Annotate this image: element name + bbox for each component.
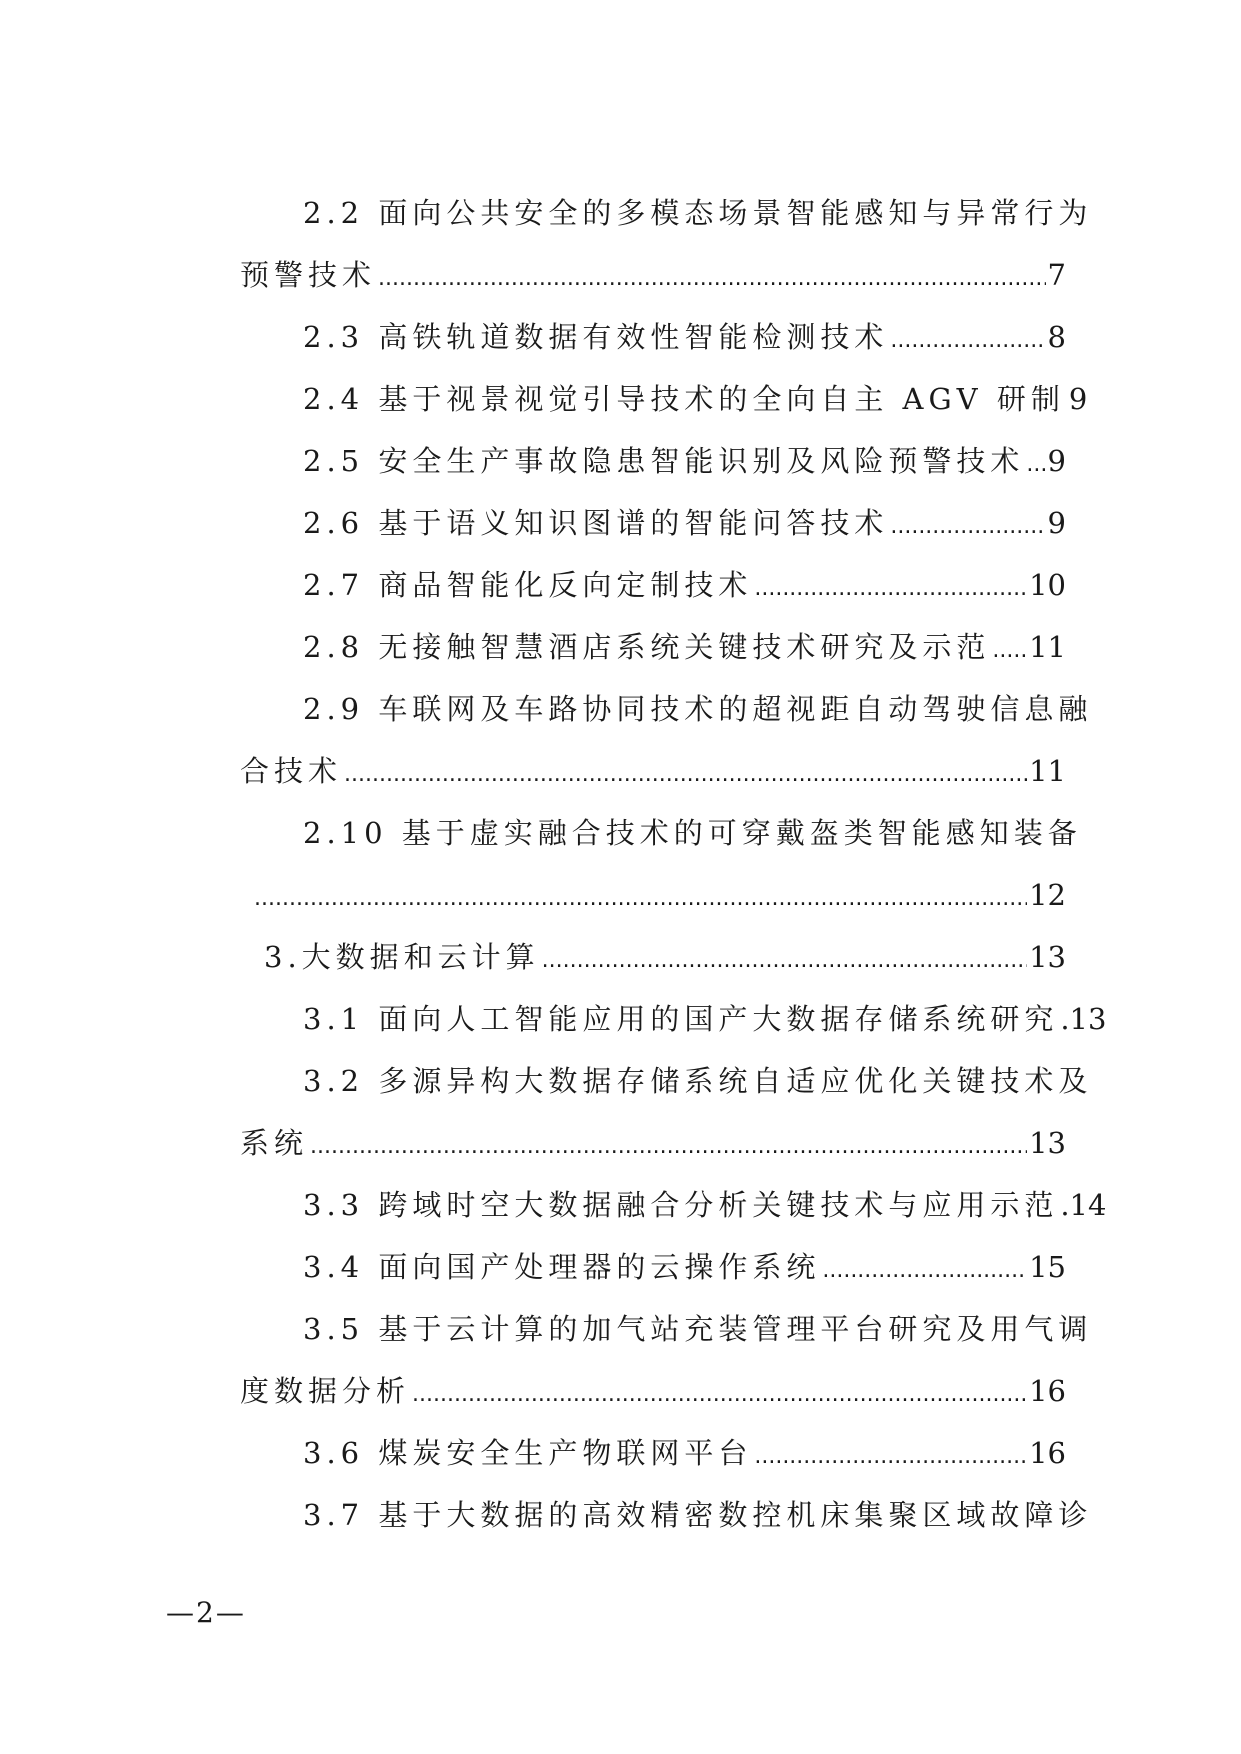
leader-dots (822, 1240, 1027, 1302)
leader-dots (254, 868, 1027, 930)
toc-title: 2.4 基于视景视觉引导技术的全向自主 AGV 研制 (303, 382, 1065, 416)
leader-dots (310, 1116, 1027, 1178)
toc-title: 3.3 跨域时空大数据融合分析关键技术与应用示范 (303, 1188, 1059, 1222)
toc-title: 2.2 面向公共安全的多模态场景智能感知与异常行为 (303, 196, 1093, 230)
toc-entry-2-5[interactable] (240, 430, 1066, 492)
toc-title: 2.3 高铁轨道数据有效性智能检测技术 (303, 320, 889, 354)
toc-title: 3.5 基于云计算的加气站充装管理平台研究及用气调 (303, 1312, 1093, 1346)
toc-page-number: 8 (1047, 320, 1066, 354)
toc-entry-3-6[interactable] (240, 1422, 1066, 1484)
toc-entry-2-10[interactable] (240, 802, 1082, 926)
toc-page-number: 9 (1068, 382, 1088, 416)
leader-dots (1026, 434, 1045, 496)
toc-page-number: 16 (1029, 1436, 1066, 1470)
toc-title: 2.9 车联网及车路协同技术的超视距自动驾驶信息融 (303, 692, 1093, 726)
leader-dots (542, 930, 1027, 992)
toc-title: 3.1 面向人工智能应用的国产大数据存储系统研究 (303, 1002, 1059, 1036)
toc-page-number: 9 (1047, 506, 1066, 540)
leader-dots (890, 310, 1045, 372)
toc-entry-2-8[interactable] (240, 616, 1066, 678)
toc-page-number: 7 (1047, 258, 1066, 292)
toc-page-number: 9 (1047, 444, 1066, 478)
toc-title-continued: 度数据分析 (240, 1374, 411, 1408)
toc-page-number: 15 (1029, 1250, 1066, 1284)
leader-dots (890, 496, 1045, 558)
toc-page-number: 12 (1029, 878, 1066, 912)
toc-title-continued: 合技术 (240, 754, 343, 788)
toc-title: 3.2 多源异构大数据存储系统自适应优化关键技术及 (303, 1064, 1093, 1098)
toc-page-number: 10 (1029, 568, 1066, 602)
toc-title-continued: 系统 (240, 1126, 309, 1160)
toc-page-number: 11 (1029, 754, 1066, 788)
leader-dots (754, 558, 1027, 620)
toc-page-number: .14 (1060, 1188, 1107, 1222)
toc-entry-2-9[interactable] (240, 678, 1093, 802)
toc-entry-2-3[interactable] (240, 306, 1066, 368)
toc-title: 2.10 基于虚实融合技术的可穿戴盔类智能感知装备 (303, 816, 1082, 850)
toc-title: 2.7 商品智能化反向定制技术 (303, 568, 753, 602)
toc-entry-3-1[interactable] (240, 988, 1107, 1050)
toc-title: 3.6 煤炭安全生产物联网平台 (303, 1436, 753, 1470)
toc-page-number: 16 (1029, 1374, 1066, 1408)
leader-dots (378, 248, 1046, 310)
toc-entry-2-6[interactable] (240, 492, 1066, 554)
toc-page-number: 11 (1029, 630, 1066, 664)
toc-page-number: 13 (1029, 1126, 1066, 1160)
toc-title-continued: 预警技术 (240, 258, 377, 292)
toc-entry-2-7[interactable] (240, 554, 1066, 616)
toc-entry-3[interactable] (240, 926, 1066, 988)
leader-dots (412, 1364, 1027, 1426)
toc-title: 2.8 无接触智慧酒店系统关键技术研究及示范 (303, 630, 991, 664)
toc-entry-3-3[interactable] (240, 1174, 1107, 1236)
leader-dots (992, 620, 1027, 682)
toc-title: 2.5 安全生产事故隐患智能识别及风险预警技术 (303, 444, 1025, 478)
toc-title: 2.6 基于语义知识图谱的智能问答技术 (303, 506, 889, 540)
toc-entry-3-2[interactable] (240, 1050, 1093, 1174)
toc-entry-3-7[interactable] (240, 1484, 1093, 1546)
toc-entry-2-2[interactable] (240, 182, 1093, 306)
toc-section-title: 3.大数据和云计算 (264, 940, 540, 974)
table-of-contents (240, 182, 1107, 1546)
page-number-footer: —2— (166, 1596, 246, 1629)
toc-entry-3-5[interactable] (240, 1298, 1093, 1422)
toc-page-number: 13 (1029, 940, 1066, 974)
toc-page-number: .13 (1060, 1002, 1107, 1036)
leader-dots (754, 1426, 1027, 1488)
toc-entry-2-4[interactable] (240, 368, 1088, 430)
toc-title: 3.4 面向国产处理器的云操作系统 (303, 1250, 821, 1284)
leader-dots (344, 744, 1027, 806)
toc-title: 3.7 基于大数据的高效精密数控机床集聚区域故障诊 (303, 1498, 1093, 1532)
toc-entry-3-4[interactable] (240, 1236, 1066, 1298)
